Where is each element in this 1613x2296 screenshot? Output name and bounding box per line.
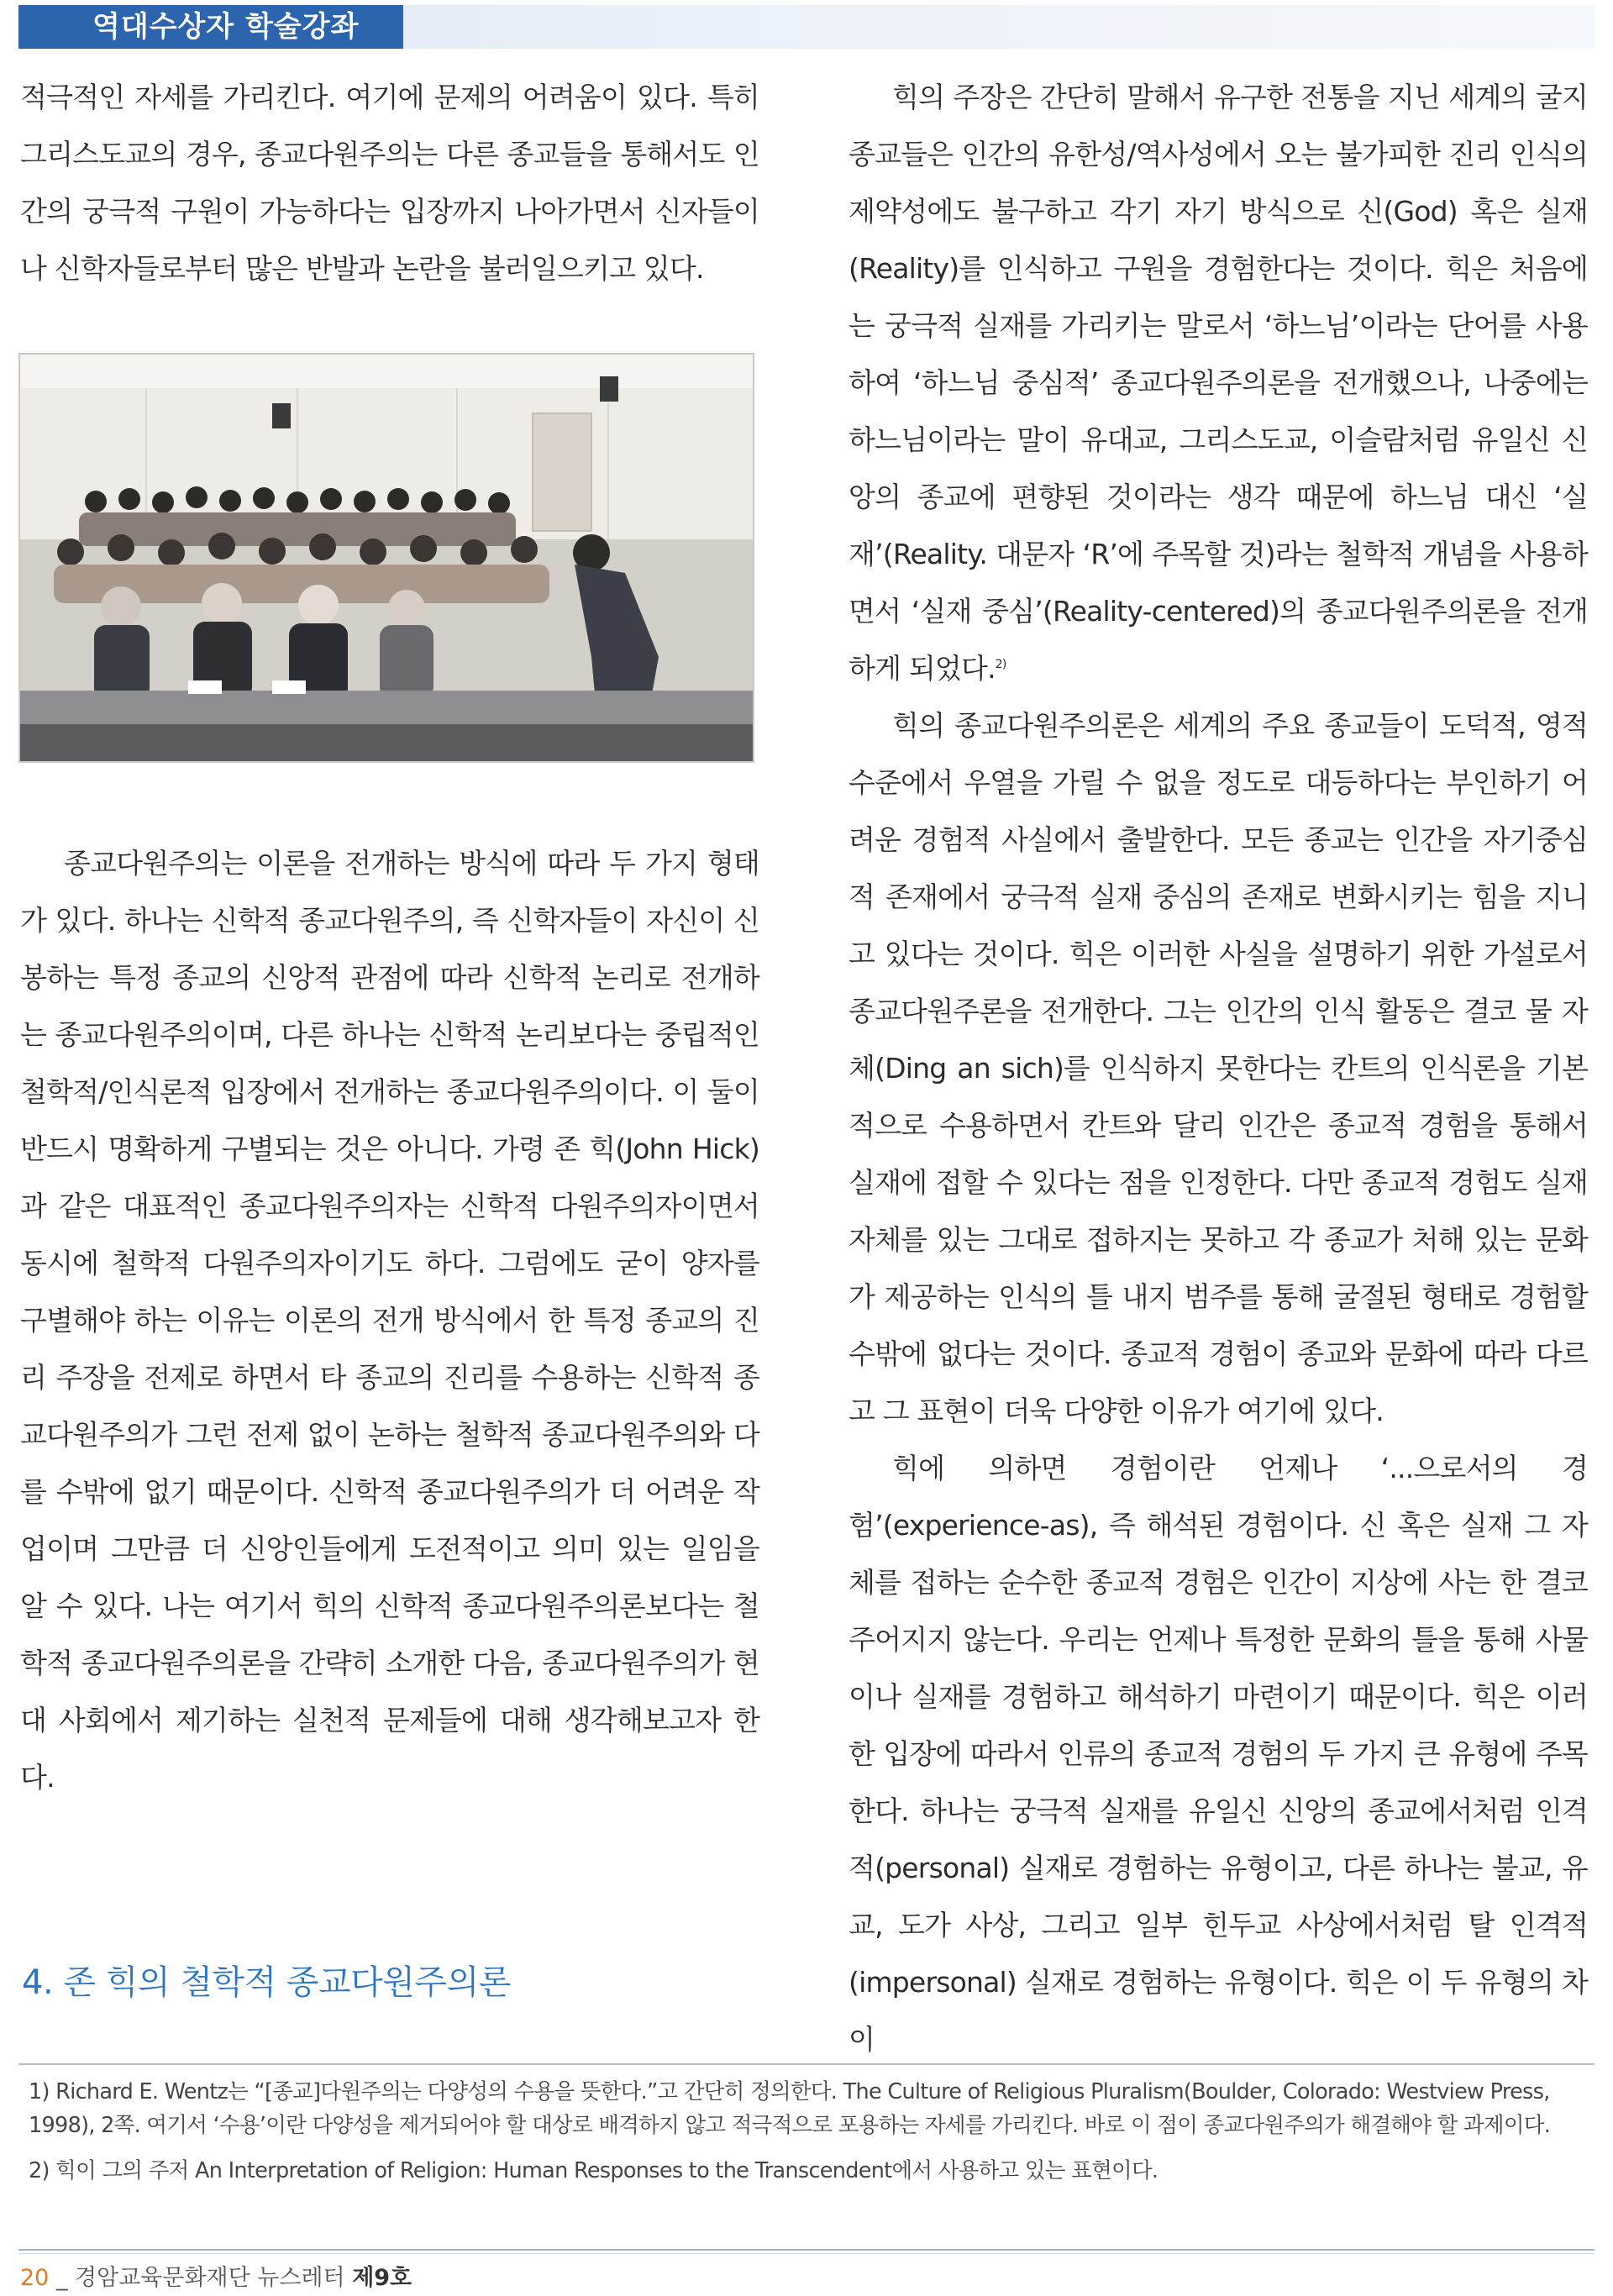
footer-rule (18, 2249, 1595, 2251)
audience-illustration (20, 355, 753, 761)
lecture-photo (18, 353, 754, 763)
left-paragraph-2: 종교다원주의는 이론을 전개하는 방식에 따라 두 가지 형태가 있다. 하나는 신학적 종교다원주의, 즉 신학자들이 자신이 신봉하는 특정 종교의 신앙적 관점에 따라 신학적 논리로 전개하는 종교다원주의이며, 다른 하나는 신학적 논리보다는 중립적인 철학적/인식론적 입장에서 전개하는 종교다원주의이다. 이 둘이 반드시 명확하게 구별되는 것은 아니다. 가령 존 힉(John Hick)과 같은 대표적인 종교다원주의자는 신학적 다원주의자이면서 동시에 철학적 다원주의자이기도 하다. 그럼에도 굳이 양자를 구별해야 하는 이유는 이론의 전개 방식에서 한 특정 종교의 진리 주장을 전제로 하면서 타 종교의 진리를 수용하는 신학적 종교다원주의가 그런 전제 없이 논하는 철학적 종교다원주의와 다를 수밖에 없기 때문이다. 신학적 종교다원주의가 더 어려운 작업이며 그만큼 더 신앙인들에게 도전적이고 의미 있는 일임을 알 수 있다. 나는 여기서 힉의 신학적 종교다원주의론보다는 철학적 종교다원주의론을 간략히 소개한 다음, 종교다원주의가 현대 사회에서 제기하는 실천적 문제들에 대해 생각해보고자 한다. (20, 847, 759, 1794)
right-paragraph-1-text: 힉의 주장은 간단히 말해서 유구한 전통을 지닌 세계의 굴지 종교들은 인간의 유한성/역사성에서 오는 불가피한 진리 인식의 제약성에도 불구하고 각기 자기 방식으로 신(God) 혹은 실재(Reality)를 인식하고 구원을 경험한다는 것이다. 힉은 처음에는 궁극적 실재를 가리키는 말로서 ‘하느님’이라는 단어를 사용하여 ‘하느님 중심적’ 종교다원주의론을 전개했으나, 나중에는 하느님이라는 말이 유대교, 그리스도교, 이슬람처럼 유일신 신앙의 종교에 편향된 것이라는 생각 때문에 하느님 대신 ‘실재’(Reality. 대문자 ‘R’에 주목할 것)라는 철학적 개념을 사용하면서 ‘실재 중심’(Reality-centered)의 종교다원주의론을 전개하게 되었다. (849, 81, 1588, 685)
right-column (849, 69, 1588, 2068)
footnote-2: 2) 힉이 그의 주저 An Interpretation of Religion: Human Responses to the Transcendent에서 사용하고 있는 표현이다. (29, 2158, 1159, 2183)
footer-separator: _ (49, 2265, 76, 2291)
section-label: 역대수상자 학술강좌 (18, 5, 403, 49)
page-number: 20 (20, 2265, 50, 2291)
left-column-main (20, 835, 759, 1806)
footnote-divider (18, 2063, 1595, 2065)
left-column-intro (20, 69, 759, 297)
publication-name: 경암교육문화재단 뉴스레터 (75, 2265, 353, 2291)
issue-number: 제9호 (352, 2265, 412, 2291)
right-paragraph-2: 힉의 종교다원주의론은 세계의 주요 종교들이 도덕적, 영적 수준에서 우열을 가릴 수 없을 정도로 대등하다는 부인하기 어려운 경험적 사실에서 출발한다. 모든 종교는 인간을 자기중심적 존재에서 궁극적 실재 중심의 존재로 변화시키는 힘을 지니고 있다는 것이다. 힉은 이러한 사실을 설명하기 위한 가설로서 종교다원주론을 전개한다. 그는 인간의 인식 활동은 결코 물 자체(Ding an sich)를 인식하지 못한다는 칸트의 인식론을 기본적으로 수용하면서 칸트와 달리 인간은 종교적 경험을 통해서 실재에 접할 수 있다는 점을 인정한다. 다만 종교적 경험도 실재 자체를 있는 그대로 접하지는 못하고 각 종교가 처해 있는 문화가 제공하는 인식의 틀 내지 범주를 통해 굴절된 형태로 경험할 수밖에 없다는 것이다. 종교적 경험이 종교와 문화에 따라 다르고 그 표현이 더욱 다양한 이유가 여기에 있다. (849, 709, 1588, 1427)
section-heading: 4. 존 힉의 철학적 종교다원주의론 (22, 1963, 511, 2002)
footnote-1: 1) Richard E. Wentz는 “[종교]다원주의는 다양성의 수용을 뜻한다.”고 간단히 정의한다. The Culture of Religious Pluralism(Boulder, Colorado: Westview Press, 1998), 2쪽. 여기서 ‘수용’이란 다양성을 제거되어야 할 대상로 배격하지 않고 적극적으로 포용하는 자세를 가리킨다. 바로 이 점이 종교다원주의가 해결해야 할 과제이다. (29, 2079, 1551, 2138)
left-paragraph-1: 적극적인 자세를 가리킨다. 여기에 문제의 어려움이 있다. 특히 그리스도교의 경우, 종교다원주의는 다른 종교들을 통해서도 인간의 궁극적 구원이 가능하다는 입장까지 나아가면서 신자들이나 신학자들로부터 많은 반발과 논란을 불러일으키고 있다. (20, 81, 759, 285)
page-footer (20, 2263, 412, 2293)
footnotes (29, 2075, 1584, 2199)
right-paragraph-1 (849, 69, 1588, 697)
right-paragraph-3: 힉에 의하면 경험이란 언제나 ‘...으로서의 경험’(experience-as), 즉 해석된 경험이다. 신 혹은 실재 그 자체를 접하는 순수한 종교적 경험은 인간이 지상에 사는 한 결코 주어지지 않는다. 우리는 언제나 특정한 문화의 틀을 통해 사물이나 실재를 경험하고 해석하기 마련이기 때문이다. 힉은 이러한 입장에 따라서 인류의 종교적 경험의 두 가지 큰 유형에 주목한다. 하나는 궁극적 실재를 유일신 신앙의 종교에서처럼 인격적(personal) 실재로 경험하는 유형이고, 다른 하나는 불교, 유교, 도가 사상, 그리고 일부 힌두교 사상에서처럼 탈 인격적(impersonal) 실재로 경험하는 유형이다. 힉은 이 두 유형의 차이 (849, 1452, 1588, 2056)
footer-rule-thin (18, 2253, 1595, 2254)
footnote-ref-2[interactable]: 2) (995, 658, 1006, 671)
